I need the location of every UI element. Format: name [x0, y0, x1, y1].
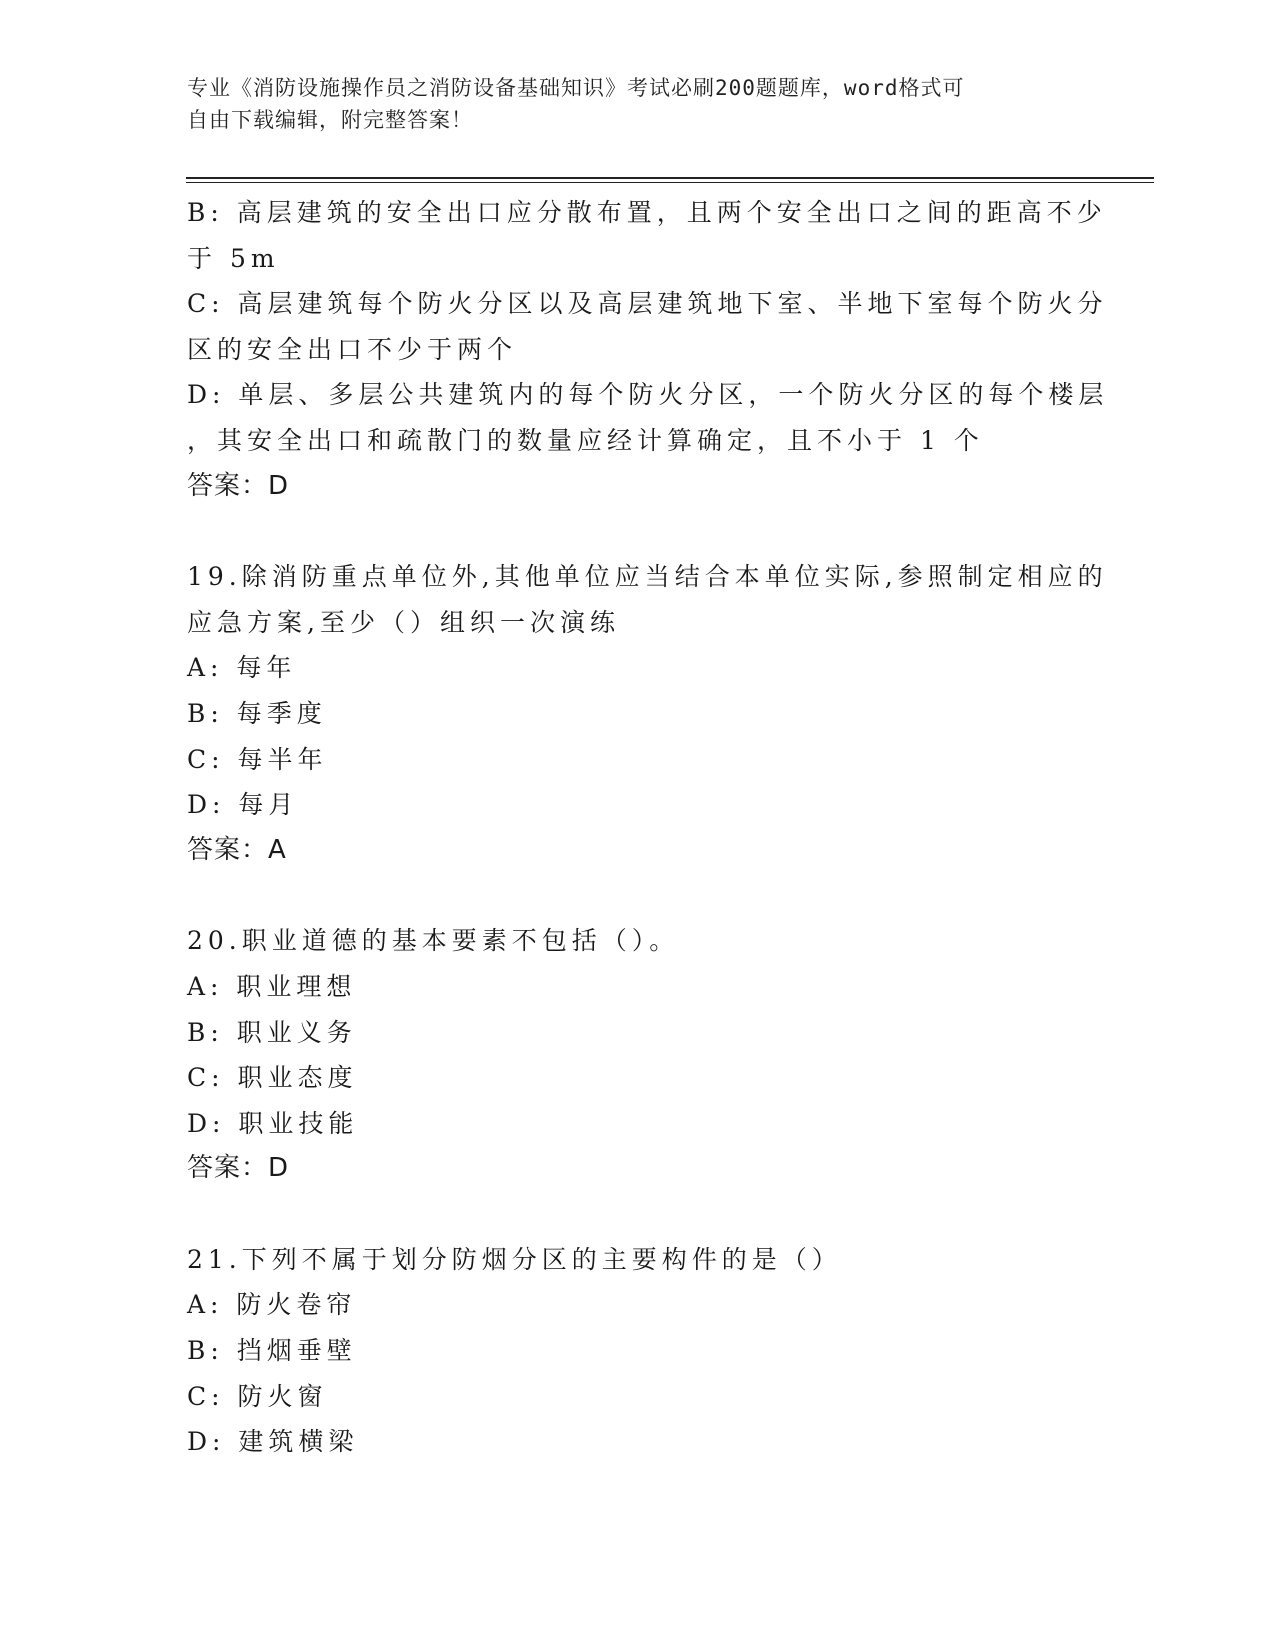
q19-option-b: B: 每季度: [187, 698, 327, 728]
q20-option-b: B: 职业义务: [187, 1017, 357, 1047]
question-spacer: [187, 873, 1087, 918]
q19-stem-line-2: 应急方案,至少（）组织一次演练: [187, 607, 620, 637]
header-title-line-1: 专业《消防设施操作员之消防设备基础知识》考试必刷200题题库，word格式可: [187, 76, 965, 100]
q19-answer: 答案：A: [187, 834, 287, 865]
q20-stem: 20.职业道德的基本要素不包括（）。: [187, 926, 680, 956]
q20-answer: 答案：D: [187, 1153, 290, 1184]
q21-option-a: A: 防火卷帘: [187, 1290, 357, 1320]
q20-option-c: C: 职业态度: [187, 1063, 358, 1093]
q19-option-c: C: 每半年: [187, 744, 328, 774]
q20-option-d: D: 职业技能: [187, 1108, 359, 1138]
q18-option-b-line-2: 于 5m: [187, 243, 280, 273]
question-20: [187, 918, 1087, 1192]
document-header: [187, 72, 1087, 136]
question-19: [187, 554, 1108, 873]
q18-option-b-line-1: B: 高层建筑的安全出口应分散布置，且两个安全出口之间的距高不少: [187, 198, 1107, 227]
q21-stem: 21.下列不属于划分防烟分区的主要构件的是（）: [187, 1244, 842, 1274]
q21-option-c: C: 防火窗: [187, 1381, 328, 1411]
header-divider-thick: [186, 177, 1154, 179]
question-18-continued: [187, 190, 1109, 509]
q18-option-c-line-1: C: 高层建筑每个防火分区以及高层建筑地下室、半地下室每个防火分: [187, 289, 1108, 319]
header-divider-thin: [186, 182, 1154, 183]
q19-stem-line-1: 19.除消防重点单位外,其他单位应当结合本单位实际,参照制定相应的: [187, 562, 1108, 592]
question-spacer: [187, 1192, 1087, 1237]
q20-option-a: A: 职业理想: [187, 971, 357, 1001]
q21-option-d: D: 建筑横梁: [187, 1427, 359, 1457]
q18-option-d-line-1: D: 单层、多层公共建筑内的每个防火分区，一个防火分区的每个楼层: [187, 380, 1109, 410]
q18-option-c-line-2: 区的安全出口不少于两个: [187, 334, 518, 364]
q19-option-d: D: 每月: [187, 790, 299, 820]
header-title-line-2: 自由下载编辑，附完整答案！: [187, 108, 473, 132]
question-21: [187, 1237, 1087, 1465]
q18-option-d-line-2: ，其安全出口和疏散门的数量应经计算确定，且不小于 1 个: [187, 425, 984, 455]
q19-option-a: A: 每年: [187, 653, 297, 683]
question-content: [187, 190, 1109, 1465]
q18-answer: 答案：D: [187, 470, 290, 501]
question-spacer: [187, 509, 1087, 554]
q21-option-b: B: 挡烟垂壁: [187, 1336, 357, 1366]
